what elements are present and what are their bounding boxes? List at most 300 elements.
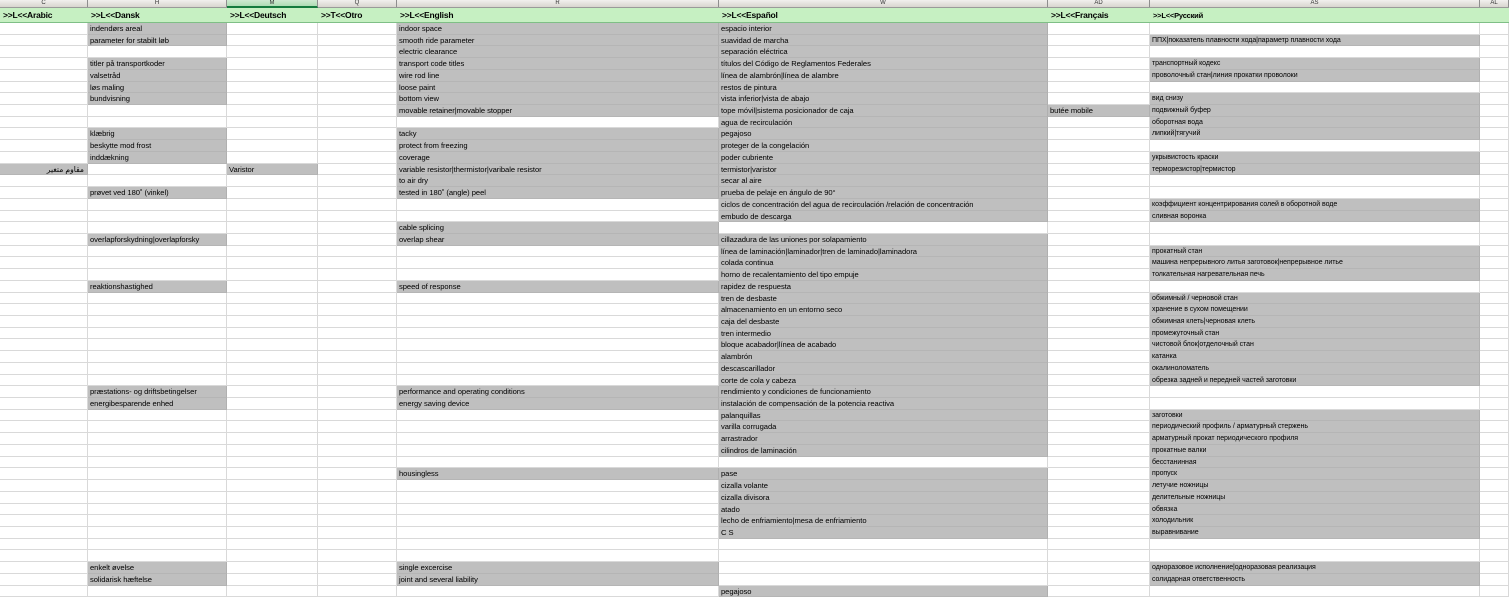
cell-dansk[interactable] <box>88 269 227 281</box>
cell-otro[interactable] <box>318 211 397 223</box>
cell-arabic[interactable] <box>0 46 88 58</box>
cell-russkiy[interactable]: коэффициент концентрирования солей в оборотной воде <box>1150 199 1480 211</box>
cell-last[interactable] <box>1480 386 1509 398</box>
cell-espanol[interactable]: palanquillas <box>719 410 1048 422</box>
cell-otro[interactable] <box>318 222 397 234</box>
cell-espanol[interactable]: secar al aire <box>719 175 1048 187</box>
cell-english[interactable]: to air dry <box>397 175 719 187</box>
cell-otro[interactable] <box>318 152 397 164</box>
cell-otro[interactable] <box>318 269 397 281</box>
cell-arabic[interactable] <box>0 539 88 551</box>
cell-last[interactable] <box>1480 550 1509 562</box>
cell-russkiy[interactable]: липкий|тягучий <box>1150 128 1480 140</box>
cell-english[interactable] <box>397 257 719 269</box>
cell-russkiy[interactable]: холодильник <box>1150 515 1480 527</box>
cell-english[interactable]: tacky <box>397 128 719 140</box>
cell-arabic[interactable] <box>0 35 88 47</box>
cell-deutsch[interactable] <box>227 140 318 152</box>
cell-deutsch[interactable] <box>227 445 318 457</box>
cell-deutsch[interactable] <box>227 246 318 258</box>
cell-last[interactable] <box>1480 339 1509 351</box>
cell-english[interactable] <box>397 199 719 211</box>
cell-deutsch[interactable] <box>227 128 318 140</box>
cell-dansk[interactable]: indendørs areal <box>88 23 227 35</box>
cell-last[interactable] <box>1480 175 1509 187</box>
cell-russkiy[interactable]: заготовки <box>1150 410 1480 422</box>
table-row[interactable] <box>0 468 1509 480</box>
table-row[interactable] <box>0 562 1509 574</box>
cell-arabic[interactable] <box>0 211 88 223</box>
table-row[interactable] <box>0 304 1509 316</box>
cell-espanol[interactable]: rendimiento y condiciones de funcionamiento <box>719 386 1048 398</box>
cell-last[interactable] <box>1480 539 1509 551</box>
cell-francais[interactable] <box>1048 257 1150 269</box>
table-row[interactable] <box>0 23 1509 35</box>
cell-english[interactable] <box>397 515 719 527</box>
cell-francais[interactable] <box>1048 375 1150 387</box>
cell-otro[interactable] <box>318 515 397 527</box>
cell-otro[interactable] <box>318 234 397 246</box>
cell-dansk[interactable]: præstations- og driftsbetingelser <box>88 386 227 398</box>
cell-last[interactable] <box>1480 480 1509 492</box>
cell-arabic[interactable] <box>0 304 88 316</box>
table-row[interactable] <box>0 421 1509 433</box>
cell-arabic[interactable] <box>0 363 88 375</box>
cell-francais[interactable] <box>1048 46 1150 58</box>
cell-arabic[interactable] <box>0 93 88 105</box>
cell-arabic[interactable]: مقاوم متغير <box>0 164 88 176</box>
cell-francais[interactable] <box>1048 58 1150 70</box>
cell-last[interactable] <box>1480 562 1509 574</box>
cell-dansk[interactable] <box>88 410 227 422</box>
cell-arabic[interactable] <box>0 246 88 258</box>
cell-espanol[interactable]: tope móvil|sistema posicionador de caja <box>719 105 1048 117</box>
cell-deutsch[interactable] <box>227 304 318 316</box>
cell-russkiy[interactable]: арматурный прокат периодического профиля <box>1150 433 1480 445</box>
cell-arabic[interactable] <box>0 187 88 199</box>
cell-arabic[interactable] <box>0 234 88 246</box>
table-row[interactable] <box>0 46 1509 58</box>
cell-espanol[interactable]: proteger de la congelación <box>719 140 1048 152</box>
cell-english[interactable] <box>397 117 719 129</box>
language-header-english[interactable]: >>L<<English <box>400 10 454 20</box>
cell-russkiy[interactable] <box>1150 386 1480 398</box>
cell-last[interactable] <box>1480 457 1509 469</box>
cell-arabic[interactable] <box>0 82 88 94</box>
cell-arabic[interactable] <box>0 445 88 457</box>
table-row[interactable] <box>0 152 1509 164</box>
cell-english[interactable] <box>397 504 719 516</box>
cell-otro[interactable] <box>318 328 397 340</box>
cell-english[interactable]: speed of response <box>397 281 719 293</box>
cell-francais[interactable] <box>1048 293 1150 305</box>
cell-francais[interactable] <box>1048 93 1150 105</box>
table-row[interactable] <box>0 586 1509 597</box>
cell-last[interactable] <box>1480 586 1509 597</box>
cell-russkiy[interactable]: толкательная нагревательная печь <box>1150 269 1480 281</box>
column-header-al[interactable]: AL <box>1480 0 1509 7</box>
cell-russkiy[interactable]: подвижный буфер <box>1150 105 1480 117</box>
cell-english[interactable] <box>397 457 719 469</box>
cell-espanol[interactable]: rapidez de respuesta <box>719 281 1048 293</box>
cell-english[interactable] <box>397 328 719 340</box>
cell-espanol[interactable]: pase <box>719 468 1048 480</box>
table-row[interactable] <box>0 199 1509 211</box>
cell-russkiy[interactable]: обвязка <box>1150 504 1480 516</box>
cell-espanol[interactable] <box>719 574 1048 586</box>
cell-espanol[interactable]: ciclos de concentración del agua de recirculación /relación de concentración <box>719 199 1048 211</box>
table-row[interactable] <box>0 504 1509 516</box>
cell-dansk[interactable] <box>88 316 227 328</box>
cell-dansk[interactable] <box>88 246 227 258</box>
cell-deutsch[interactable] <box>227 257 318 269</box>
cell-francais[interactable] <box>1048 328 1150 340</box>
cell-otro[interactable] <box>318 82 397 94</box>
cell-last[interactable] <box>1480 328 1509 340</box>
cell-dansk[interactable] <box>88 468 227 480</box>
cell-last[interactable] <box>1480 316 1509 328</box>
cell-english[interactable]: single excercise <box>397 562 719 574</box>
cell-last[interactable] <box>1480 304 1509 316</box>
cell-russkiy[interactable] <box>1150 539 1480 551</box>
cell-english[interactable] <box>397 316 719 328</box>
language-header-arabic[interactable]: >>L<<Arabic <box>3 10 53 20</box>
cell-english[interactable] <box>397 433 719 445</box>
cell-last[interactable] <box>1480 515 1509 527</box>
cell-last[interactable] <box>1480 398 1509 410</box>
cell-russkiy[interactable] <box>1150 586 1480 597</box>
cell-last[interactable] <box>1480 375 1509 387</box>
cell-dansk[interactable]: inddækning <box>88 152 227 164</box>
cell-espanol[interactable]: caja del desbaste <box>719 316 1048 328</box>
cell-deutsch[interactable] <box>227 187 318 199</box>
cell-dansk[interactable] <box>88 527 227 539</box>
cell-espanol[interactable]: pegajoso <box>719 128 1048 140</box>
cell-russkiy[interactable]: прокатные валки <box>1150 445 1480 457</box>
cell-arabic[interactable] <box>0 328 88 340</box>
cell-dansk[interactable] <box>88 117 227 129</box>
cell-francais[interactable] <box>1048 468 1150 480</box>
cell-otro[interactable] <box>318 58 397 70</box>
cell-espanol[interactable]: poder cubriente <box>719 152 1048 164</box>
cell-russkiy[interactable]: прокатный стан <box>1150 246 1480 258</box>
cell-arabic[interactable] <box>0 398 88 410</box>
cell-last[interactable] <box>1480 140 1509 152</box>
cell-english[interactable]: loose paint <box>397 82 719 94</box>
cell-russkiy[interactable]: транспортный кодекс <box>1150 58 1480 70</box>
cell-deutsch[interactable] <box>227 562 318 574</box>
cell-arabic[interactable] <box>0 23 88 35</box>
cell-francais[interactable] <box>1048 246 1150 258</box>
cell-deutsch[interactable] <box>227 35 318 47</box>
cell-dansk[interactable] <box>88 351 227 363</box>
cell-deutsch[interactable] <box>227 539 318 551</box>
cell-francais[interactable] <box>1048 515 1150 527</box>
cell-deutsch[interactable] <box>227 269 318 281</box>
language-header-francais[interactable]: >>L<<Français <box>1051 10 1109 20</box>
cell-deutsch[interactable] <box>227 375 318 387</box>
cell-francais[interactable] <box>1048 316 1150 328</box>
cell-deutsch[interactable] <box>227 281 318 293</box>
cell-dansk[interactable]: valsetråd <box>88 70 227 82</box>
cell-russkiy[interactable] <box>1150 222 1480 234</box>
cell-russkiy[interactable]: окалиноломатель <box>1150 363 1480 375</box>
cell-dansk[interactable] <box>88 504 227 516</box>
cell-deutsch[interactable] <box>227 328 318 340</box>
cell-espanol[interactable] <box>719 457 1048 469</box>
cell-deutsch[interactable] <box>227 105 318 117</box>
language-header-dansk[interactable]: >>L<<Dansk <box>91 10 140 20</box>
cell-otro[interactable] <box>318 527 397 539</box>
cell-deutsch[interactable] <box>227 480 318 492</box>
cell-otro[interactable] <box>318 293 397 305</box>
cell-otro[interactable] <box>318 140 397 152</box>
cell-deutsch[interactable] <box>227 93 318 105</box>
cell-otro[interactable] <box>318 105 397 117</box>
cell-arabic[interactable] <box>0 316 88 328</box>
cell-last[interactable] <box>1480 410 1509 422</box>
cell-francais[interactable] <box>1048 175 1150 187</box>
cell-otro[interactable] <box>318 375 397 387</box>
table-row[interactable] <box>0 35 1509 47</box>
cell-espanol[interactable]: espacio interior <box>719 23 1048 35</box>
cell-dansk[interactable] <box>88 257 227 269</box>
cell-russkiy[interactable] <box>1150 234 1480 246</box>
cell-deutsch[interactable] <box>227 410 318 422</box>
table-row[interactable] <box>0 433 1509 445</box>
cell-arabic[interactable] <box>0 421 88 433</box>
cell-francais[interactable] <box>1048 304 1150 316</box>
cell-arabic[interactable] <box>0 70 88 82</box>
cell-english[interactable]: housingless <box>397 468 719 480</box>
cell-arabic[interactable] <box>0 140 88 152</box>
cell-last[interactable] <box>1480 46 1509 58</box>
cell-otro[interactable] <box>318 445 397 457</box>
cell-francais[interactable] <box>1048 281 1150 293</box>
cell-francais[interactable] <box>1048 35 1150 47</box>
table-row[interactable] <box>0 339 1509 351</box>
cell-francais[interactable] <box>1048 234 1150 246</box>
cell-russkiy[interactable]: бесстанинная <box>1150 457 1480 469</box>
cell-deutsch[interactable] <box>227 574 318 586</box>
cell-english[interactable] <box>397 246 719 258</box>
cell-dansk[interactable] <box>88 445 227 457</box>
table-row[interactable] <box>0 293 1509 305</box>
column-header-w[interactable]: W <box>719 0 1048 7</box>
cell-russkiy[interactable] <box>1150 550 1480 562</box>
cell-last[interactable] <box>1480 293 1509 305</box>
cell-francais[interactable] <box>1048 363 1150 375</box>
cell-deutsch[interactable] <box>227 433 318 445</box>
cell-espanol[interactable]: tren de desbaste <box>719 293 1048 305</box>
cell-arabic[interactable] <box>0 375 88 387</box>
cell-russkiy[interactable]: солидарная ответственность <box>1150 574 1480 586</box>
cell-francais[interactable] <box>1048 269 1150 281</box>
cell-last[interactable] <box>1480 281 1509 293</box>
cell-dansk[interactable]: beskytte mod frost <box>88 140 227 152</box>
column-header-r[interactable]: R <box>397 0 719 7</box>
cell-russkiy[interactable]: пропуск <box>1150 468 1480 480</box>
cell-francais[interactable] <box>1048 211 1150 223</box>
cell-francais[interactable] <box>1048 398 1150 410</box>
cell-english[interactable]: variable resistor|thermistor|varibale resistor <box>397 164 719 176</box>
cell-espanol[interactable]: descascarillador <box>719 363 1048 375</box>
cell-dansk[interactable]: reaktionshastighed <box>88 281 227 293</box>
cell-espanol[interactable] <box>719 222 1048 234</box>
cell-francais[interactable] <box>1048 222 1150 234</box>
cell-francais[interactable] <box>1048 339 1150 351</box>
cell-english[interactable] <box>397 527 719 539</box>
cell-otro[interactable] <box>318 23 397 35</box>
cell-otro[interactable] <box>318 421 397 433</box>
cell-dansk[interactable] <box>88 539 227 551</box>
cell-russkiy[interactable] <box>1150 175 1480 187</box>
cell-otro[interactable] <box>318 257 397 269</box>
cell-deutsch[interactable] <box>227 293 318 305</box>
cell-dansk[interactable]: solidarisk hæftelse <box>88 574 227 586</box>
cell-deutsch[interactable] <box>227 421 318 433</box>
cell-russkiy[interactable]: чистовой блок|отделочный стан <box>1150 339 1480 351</box>
cell-espanol[interactable]: cizalla divisora <box>719 492 1048 504</box>
cell-deutsch[interactable] <box>227 152 318 164</box>
cell-francais[interactable] <box>1048 445 1150 457</box>
cell-otro[interactable] <box>318 363 397 375</box>
column-header-bar[interactable] <box>0 0 1509 8</box>
table-row[interactable] <box>0 316 1509 328</box>
cell-russkiy[interactable]: проволочный стан|линия прокатки проволоки <box>1150 70 1480 82</box>
cell-last[interactable] <box>1480 468 1509 480</box>
cell-otro[interactable] <box>318 35 397 47</box>
cell-espanol[interactable]: cizalla volante <box>719 480 1048 492</box>
cell-russkiy[interactable]: обрезка задней и передней частей заготовки <box>1150 375 1480 387</box>
cell-francais[interactable] <box>1048 586 1150 597</box>
cell-english[interactable]: overlap shear <box>397 234 719 246</box>
table-row[interactable] <box>0 328 1509 340</box>
cell-english[interactable]: cable splicing <box>397 222 719 234</box>
cell-dansk[interactable] <box>88 328 227 340</box>
table-row[interactable] <box>0 539 1509 551</box>
cell-arabic[interactable] <box>0 152 88 164</box>
cell-espanol[interactable]: tren intermedio <box>719 328 1048 340</box>
cell-otro[interactable] <box>318 175 397 187</box>
cell-espanol[interactable]: prueba de pelaje en ángulo de 90° <box>719 187 1048 199</box>
cell-arabic[interactable] <box>0 527 88 539</box>
cell-last[interactable] <box>1480 269 1509 281</box>
table-row[interactable] <box>0 128 1509 140</box>
cell-dansk[interactable] <box>88 164 227 176</box>
table-row[interactable] <box>0 410 1509 422</box>
cell-arabic[interactable] <box>0 504 88 516</box>
cell-last[interactable] <box>1480 128 1509 140</box>
cell-espanol[interactable]: horno de recalentamiento del tipo empuje <box>719 269 1048 281</box>
cell-deutsch[interactable] <box>227 82 318 94</box>
cell-otro[interactable] <box>318 187 397 199</box>
table-row[interactable] <box>0 93 1509 105</box>
cell-deutsch[interactable] <box>227 175 318 187</box>
table-row[interactable] <box>0 105 1509 117</box>
column-header-as[interactable]: AS <box>1150 0 1480 7</box>
cell-espanol[interactable]: vista inferior|vista de abajo <box>719 93 1048 105</box>
table-row[interactable] <box>0 386 1509 398</box>
cell-english[interactable]: electric clearance <box>397 46 719 58</box>
table-row[interactable] <box>0 281 1509 293</box>
cell-otro[interactable] <box>318 562 397 574</box>
cell-dansk[interactable]: prøvet ved 180˚ (vinkel) <box>88 187 227 199</box>
cell-english[interactable] <box>397 445 719 457</box>
cell-arabic[interactable] <box>0 117 88 129</box>
cell-espanol[interactable]: alambrón <box>719 351 1048 363</box>
cell-english[interactable] <box>397 304 719 316</box>
cell-otro[interactable] <box>318 70 397 82</box>
table-row[interactable] <box>0 58 1509 70</box>
language-header-russkiy[interactable]: >>L<<Русский <box>1153 11 1204 20</box>
cell-deutsch[interactable] <box>227 70 318 82</box>
cell-espanol[interactable] <box>719 562 1048 574</box>
cell-deutsch[interactable] <box>227 504 318 516</box>
cell-deutsch[interactable] <box>227 363 318 375</box>
cell-espanol[interactable] <box>719 539 1048 551</box>
cell-francais[interactable] <box>1048 457 1150 469</box>
cell-espanol[interactable]: bloque acabador|línea de acabado <box>719 339 1048 351</box>
cell-last[interactable] <box>1480 23 1509 35</box>
cell-arabic[interactable] <box>0 492 88 504</box>
cell-last[interactable] <box>1480 504 1509 516</box>
column-header-q[interactable]: Q <box>318 0 397 7</box>
cell-espanol[interactable]: separación eléctrica <box>719 46 1048 58</box>
cell-arabic[interactable] <box>0 515 88 527</box>
cell-otro[interactable] <box>318 480 397 492</box>
cell-russkiy[interactable]: обжимный / черновой стан <box>1150 293 1480 305</box>
cell-deutsch[interactable] <box>227 586 318 597</box>
cell-last[interactable] <box>1480 363 1509 375</box>
cell-english[interactable] <box>397 492 719 504</box>
table-row[interactable] <box>0 445 1509 457</box>
table-row[interactable] <box>0 269 1509 281</box>
table-row[interactable] <box>0 164 1509 176</box>
cell-english[interactable] <box>397 550 719 562</box>
cell-arabic[interactable] <box>0 293 88 305</box>
table-row[interactable] <box>0 480 1509 492</box>
cell-dansk[interactable]: løs maling <box>88 82 227 94</box>
cell-francais[interactable] <box>1048 562 1150 574</box>
cell-dansk[interactable] <box>88 515 227 527</box>
cell-arabic[interactable] <box>0 410 88 422</box>
column-header-ad[interactable]: AD <box>1048 0 1150 7</box>
cell-last[interactable] <box>1480 222 1509 234</box>
cell-otro[interactable] <box>318 246 397 258</box>
cell-francais[interactable] <box>1048 140 1150 152</box>
table-row[interactable] <box>0 375 1509 387</box>
cell-last[interactable] <box>1480 70 1509 82</box>
cell-russkiy[interactable]: одноразовое исполнение|одноразовая реализация <box>1150 562 1480 574</box>
cell-arabic[interactable] <box>0 269 88 281</box>
cell-russkiy[interactable]: машина непрерывного литья заготовок|непрерывное литье <box>1150 257 1480 269</box>
cell-dansk[interactable]: parameter for stabilt løb <box>88 35 227 47</box>
cell-otro[interactable] <box>318 128 397 140</box>
cell-english[interactable] <box>397 375 719 387</box>
cell-arabic[interactable] <box>0 199 88 211</box>
cell-last[interactable] <box>1480 152 1509 164</box>
cell-russkiy[interactable]: вид снизу <box>1150 93 1480 105</box>
cell-otro[interactable] <box>318 316 397 328</box>
cell-dansk[interactable] <box>88 211 227 223</box>
cell-espanol[interactable]: colada continua <box>719 257 1048 269</box>
cell-otro[interactable] <box>318 574 397 586</box>
cell-arabic[interactable] <box>0 58 88 70</box>
cell-deutsch[interactable] <box>227 211 318 223</box>
cell-francais[interactable] <box>1048 410 1150 422</box>
cell-otro[interactable] <box>318 46 397 58</box>
